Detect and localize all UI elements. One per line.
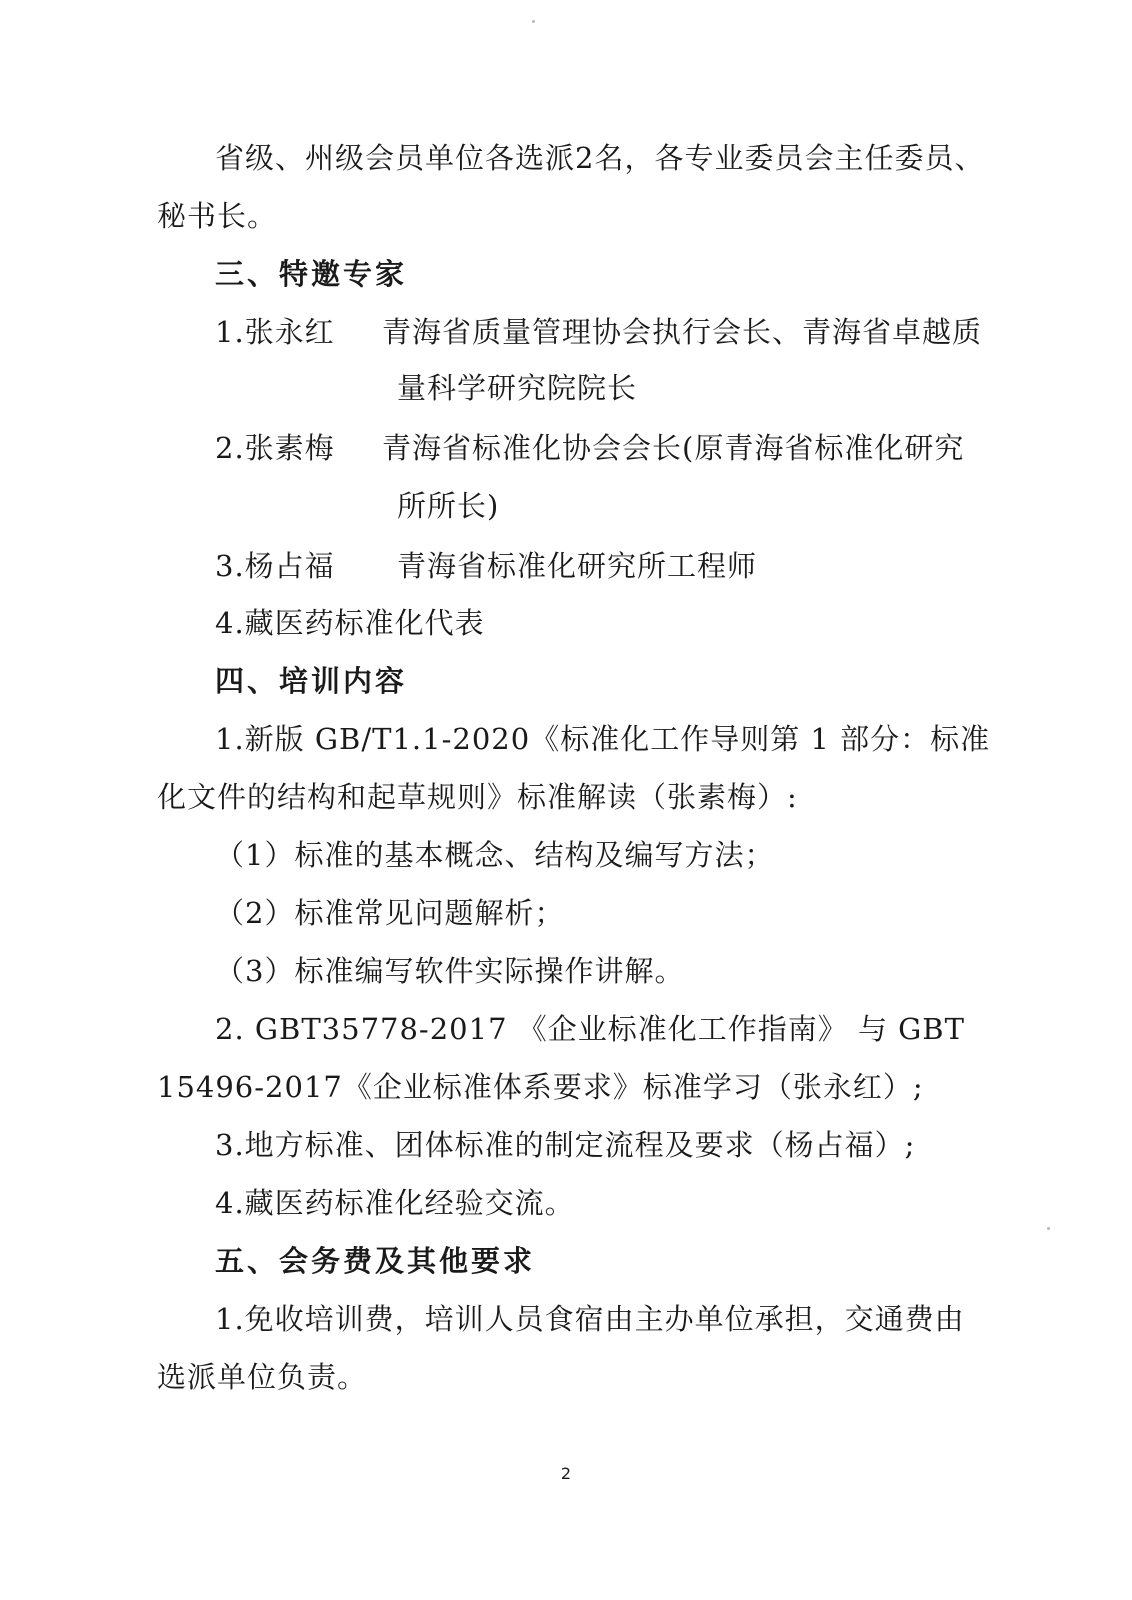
- training-item-3: 3.地方标准、团体标准的制定流程及要求（杨占福）;: [215, 1128, 916, 1162]
- training-item-2-part-4: 与: [857, 1012, 888, 1046]
- scan-speck: [1047, 1227, 1050, 1230]
- intro-line-1-part-3: 名，各专业委员会主任委员、: [594, 141, 985, 175]
- expert-2-name: 2.张素梅: [215, 431, 335, 465]
- expert-4-name: 4.藏医药标准化代表: [215, 606, 485, 640]
- fee-item-1-line-1: 1.免收培训费，培训人员食宿由主办单位承担，交通费由: [215, 1302, 965, 1336]
- expert-3-name: 3.杨占福: [215, 549, 335, 583]
- section-3-heading: 三、特邀专家: [215, 257, 408, 291]
- section-4-heading: 四、培训内容: [215, 664, 408, 698]
- section-5-heading: 五、会务费及其他要求: [215, 1244, 536, 1278]
- training-item-2-part-5: GBT: [898, 1012, 965, 1046]
- fee-item-1-line-2: 选派单位负责。: [157, 1360, 368, 1394]
- scan-speck: [532, 20, 535, 23]
- intro-line-1-part-1: 省级、州级会员单位各选派: [215, 141, 576, 175]
- expert-1-title-line-1: 青海省质量管理协会执行会长、青海省卓越质: [382, 315, 983, 349]
- page-number: 2: [560, 1464, 572, 1483]
- training-item-1-line-2: 化文件的结构和起草规则》标准解读（张素梅）:: [157, 780, 798, 814]
- training-sub-item-3: （3）标准编写软件实际操作讲解。: [215, 954, 685, 988]
- training-item-2-part-1: 2.: [215, 1012, 245, 1046]
- expert-2-title-line-1: 青海省标准化协会会长(原青海省标准化研究: [382, 431, 965, 465]
- training-item-2-line-2: 15496-2017《企业标准体系要求》标准学习（张永红）;: [157, 1070, 924, 1104]
- intro-line-1-part-2: 2: [575, 141, 595, 175]
- expert-3-title: 青海省标准化研究所工程师: [397, 549, 758, 583]
- training-item-2-part-2: GBT35778-2017: [254, 1012, 508, 1046]
- training-item-4: 4.藏医药标准化经验交流。: [215, 1186, 575, 1220]
- expert-1-title-line-2: 量科学研究院院长: [397, 371, 638, 405]
- intro-line-2: 秘书长。: [157, 199, 278, 233]
- training-item-2-part-3: 《企业标准化工作指南》: [517, 1012, 848, 1046]
- training-item-1-line-1: 1.新版 GB/T1.1-2020《标准化工作导则第 1 部分：标准: [215, 722, 991, 756]
- training-sub-item-2: （2）标准常见问题解析；: [215, 896, 565, 930]
- training-item-2-line-1: [215, 1011, 965, 1047]
- training-sub-item-1: （1）标准的基本概念、结构及编写方法；: [215, 838, 775, 872]
- expert-1-name: 1.张永红: [215, 315, 335, 349]
- intro-line-1: [215, 140, 985, 176]
- expert-2-title-line-2: 所所长): [397, 489, 500, 523]
